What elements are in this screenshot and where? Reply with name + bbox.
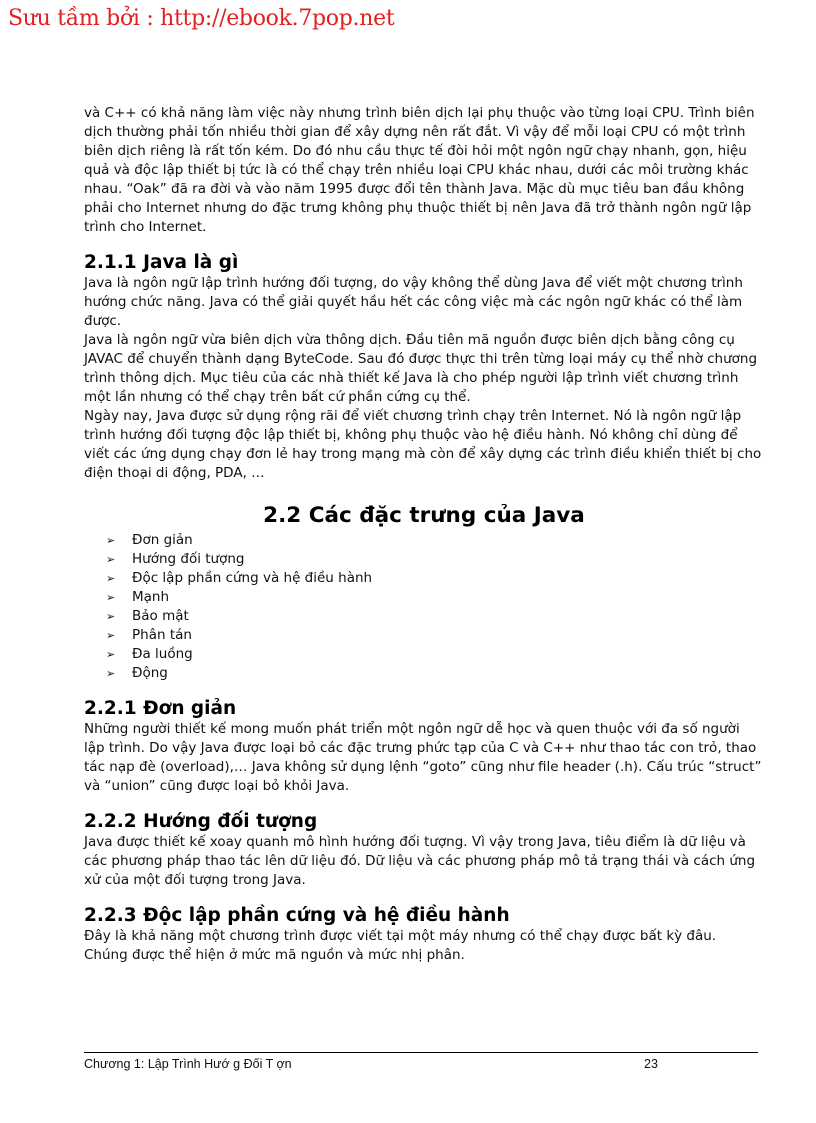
paragraph-2-2-1: Những người thiết kế mong muốn phát triển một ngôn ngữ dễ học và quen thuộc với đa số người lập trình. Do vậy Java được loại bỏ các đặc trưng phức tạp của C và C++ như thao tác con trỏ, thao tác nạp đè (overload),… Java không sử dụng lệnh “goto” cũng như file header (.h). Cấu trúc “struct” và “union” cũng được loại bỏ khỏi Java.: [84, 721, 762, 794]
footer-chapter-title: Chương 1: Lập Trình Hướ g Đối T ợn: [84, 1057, 292, 1071]
paragraph-2-2-2: Java được thiết kế xoay quanh mô hình hướng đối tượng. Vì vậy trong Java, tiêu điểm là dữ liệu và các phương pháp thao tác lên dữ liệu đó. Dữ liệu và các phương pháp mô tả trạng thái và cách ứng xử của một đối tượng trong Java.: [84, 834, 756, 888]
heading-2-2-3: 2.2.3 Độc lập phần cứng và hệ điều hành: [84, 905, 510, 926]
main-content: [84, 104, 764, 965]
heading-2-2-1: 2.2.1 Đơn giản: [84, 698, 237, 719]
list-item: ➢ Phân tán: [106, 627, 192, 643]
arrow-bullet-icon: ➢: [106, 534, 116, 547]
list-item: ➢ Độc lập phần cứng và hệ điều hành: [106, 570, 373, 586]
list-item: ➢ Động: [106, 665, 168, 681]
page-number: 23: [644, 1057, 658, 1071]
list-item: ➢ Hướng đối tượng: [106, 551, 245, 567]
arrow-bullet-icon: ➢: [106, 610, 116, 623]
list-item: ➢ Đơn giản: [106, 532, 193, 548]
list-item: ➢ Đa luồng: [106, 646, 193, 662]
intro-paragraph: và C++ có khả năng làm việc này nhưng trình biên dịch lại phụ thuộc vào từng loại CPU. Trình biên dịch thường phải tốn nhiều thời gian để xây dựng nên rất đắt. Vì vậy để mỗi loại CPU có một trình biên dịch riêng là rất tốn kém. Do đó nhu cầu thực tế đòi hỏi một ngôn ngữ chạy nhanh, gọn, hiệu quả và độc lập thiết bị tức là có thể chạy trên nhiều loại CPU khác nhau, dưới các môi trường khác nhau. “Oak” đã ra đời và vào năm 1995 được đổi tên thành Java. Mặc dù mục tiêu ban đầu không phải cho Internet nhưng do đặc trưng không phụ thuộc thiết bị nên Java đã trở thành ngôn ngữ lập trình cho Internet.: [84, 105, 755, 235]
list-item: ➢ Bảo mật: [106, 608, 189, 624]
heading-2-1-1: 2.1.1 Java là gì: [84, 252, 239, 273]
heading-2-2: 2.2 Các đặc trưng của Java: [263, 503, 585, 528]
watermark: Sưu tầm bởi : http://ebook.7pop.net: [8, 6, 395, 31]
paragraph-2-2-3: Đây là khả năng một chương trình được viết tại một máy nhưng có thể chạy được bất kỳ đâu. Chúng được thể hiện ở mức mã nguồn và mức nhị phân.: [84, 928, 717, 963]
paragraph-2-1-1-b: Java là ngôn ngữ vừa biên dịch vừa thông dịch. Đầu tiên mã nguồn được biên dịch bằng công cụ JAVAC để chuyển thành dạng ByteCode. Sau đó được thực thi trên từng loại máy cụ thể nhờ chương trình thông dịch. Mục tiêu của các nhà thiết kế Java là cho phép người lập trình viết chương trình một lần nhưng có thể chạy trên bất cứ phần cứng cụ thể.: [84, 332, 758, 405]
arrow-bullet-icon: ➢: [106, 667, 116, 680]
paragraph-2-1-1-a: Java là ngôn ngữ lập trình hướng đối tượng, do vậy không thể dùng Java để viết một chương trình hướng chức năng. Java có thể giải quyết hầu hết các công việc mà các ngôn ngữ khác có thể làm được.: [84, 275, 743, 329]
arrow-bullet-icon: ➢: [106, 629, 116, 642]
arrow-bullet-icon: ➢: [106, 553, 116, 566]
list-item: ➢ Mạnh: [106, 589, 170, 605]
arrow-bullet-icon: ➢: [106, 572, 116, 585]
heading-2-2-2: 2.2.2 Hướng đối tượng: [84, 811, 318, 832]
feature-list: [84, 531, 764, 683]
footer-divider: [84, 1052, 758, 1053]
arrow-bullet-icon: ➢: [106, 591, 116, 604]
paragraph-2-1-1-c: Ngày nay, Java được sử dụng rộng rãi để viết chương trình chạy trên Internet. Nó là ngôn ngữ lập trình hướng đối tượng độc lập thiết bị, không phụ thuộc vào hệ điều hành. Nó không chỉ dùng để viết các ứng dụng chạy đơn lẻ hay trong mạng mà còn để xây dựng các trình điều khiển thiết bị cho điện thoại di động, PDA, …: [84, 408, 762, 481]
arrow-bullet-icon: ➢: [106, 648, 116, 661]
